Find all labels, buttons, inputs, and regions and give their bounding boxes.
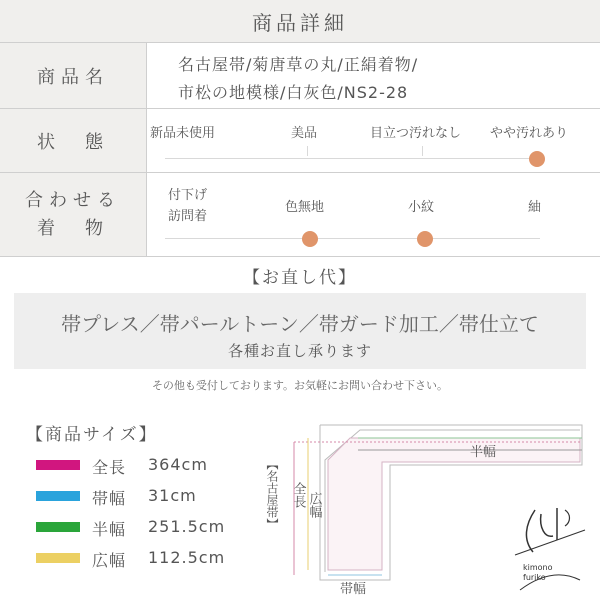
alteration-services: 帯プレス／帯パールトーン／帯ガード加工／帯仕立て — [61, 312, 539, 336]
page-title: 商品詳細 — [0, 0, 600, 42]
size-swatch-hanhaba — [36, 522, 80, 532]
match-option-houmongi: 訪問着 — [168, 209, 208, 224]
condition-option-no-stain: 目立つ汚れなし — [370, 126, 462, 141]
match-option-tsumugi: 紬 — [528, 200, 542, 215]
size-value-obihaba: 31cm — [148, 486, 197, 505]
alteration-sub: 各種お直し承ります — [227, 342, 372, 360]
match-label-line2: 着 物 — [37, 217, 109, 239]
condition-label: 状 態 — [0, 109, 146, 172]
svg-text:furiko: furiko — [523, 573, 546, 582]
size-value-hanhaba: 251.5cm — [148, 517, 226, 536]
divider — [146, 42, 147, 256]
condition-option-slight-stain: やや汚れあり — [490, 126, 569, 141]
size-title: 【商品サイズ】 — [26, 425, 158, 445]
diagram-side-label: 【名古屋帯】 — [265, 458, 279, 530]
alteration-note: その他も受付しております。お気軽にお問い合わせ下さい。 — [151, 379, 449, 392]
match-label-line1: 合わせる — [25, 189, 121, 211]
size-swatch-hiroha — [36, 553, 80, 563]
condition-selected-marker — [529, 151, 545, 167]
match-option-tsukesage: 付下げ — [168, 188, 208, 203]
product-name-line1: 名古屋帯/菊唐草の丸/正絹着物/ — [178, 55, 419, 74]
kimono-furiko-logo — [505, 500, 595, 595]
product-name-label: 商品名 — [0, 43, 146, 108]
scale-tick — [307, 146, 308, 156]
match-label — [0, 173, 146, 256]
condition-scale-line — [165, 158, 540, 159]
size-value-hiroha: 112.5cm — [148, 548, 226, 567]
diagram-zencho-label: 全長 — [290, 482, 306, 508]
size-label-zencho: 全長 — [92, 458, 127, 477]
condition-option-good: 美品 — [291, 126, 318, 141]
size-value-zencho: 364cm — [148, 455, 208, 474]
size-swatch-obihaba — [36, 491, 80, 501]
scale-tick — [422, 146, 423, 156]
match-marker-iromuji — [302, 231, 318, 247]
size-swatch-zencho — [36, 460, 80, 470]
size-label-obihaba: 帯幅 — [92, 489, 127, 508]
match-marker-komon — [417, 231, 433, 247]
diagram-obihaba-label: 帯幅 — [340, 582, 367, 597]
diagram-hanhaba-label: 半幅 — [470, 445, 497, 460]
match-option-iromuji: 色無地 — [285, 200, 325, 215]
logo-text: kimono — [523, 563, 553, 572]
divider — [0, 256, 600, 257]
size-label-hanhaba: 半幅 — [92, 520, 127, 539]
alteration-title: 【お直し代】 — [243, 268, 357, 288]
match-option-komon: 小紋 — [408, 200, 435, 215]
diagram-hiroha-label: 広幅 — [306, 492, 322, 518]
size-label-hiroha: 広幅 — [92, 551, 127, 570]
product-name-line2: 市松の地模様/白灰色/NS2-28 — [178, 83, 409, 102]
condition-option-new: 新品未使用 — [150, 126, 216, 141]
match-scale-line — [165, 238, 540, 239]
